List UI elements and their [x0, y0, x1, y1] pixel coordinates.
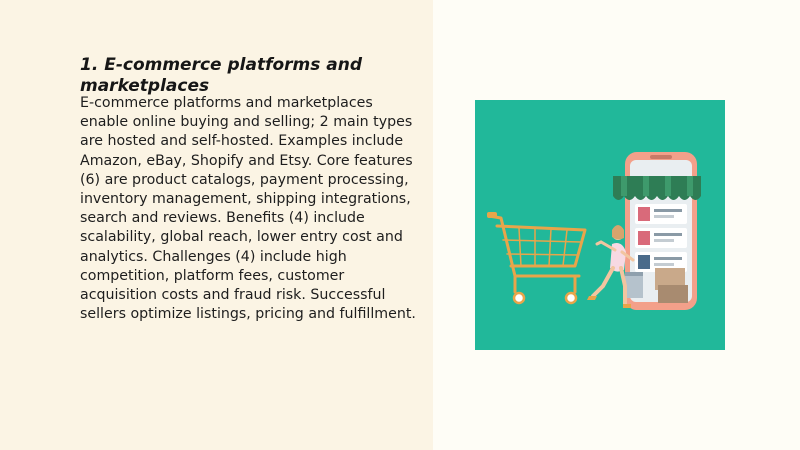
product-card-1 — [635, 204, 687, 224]
ecommerce-illustration — [475, 100, 725, 350]
cart-handle — [487, 212, 497, 218]
shopping-cart-phone-illustration — [475, 100, 725, 350]
slide-body-text: E-commerce platforms and marketplaces enable online buying and selling; 2 main types are hosted and self-hosted. Examples include Amazon, eBay, Shopify and Etsy. Core features (6) are product catalogs, payment processing, inventory management, shipping integrations, search and reviews. Benefits (4) include scalability, global reach, lower entry cost and analytics. Challenges (4) include high competition, platform fees, customer acquisition costs and fraud risk. Successful sellers optimize listings, pricing and fulfillment. — [80, 95, 416, 323]
cart-wheel-left — [514, 293, 524, 303]
slide-title: 1. E-commerce platforms and marketplaces — [80, 55, 363, 96]
product-card-2 — [635, 228, 687, 248]
cart-wheel-right — [566, 293, 576, 303]
